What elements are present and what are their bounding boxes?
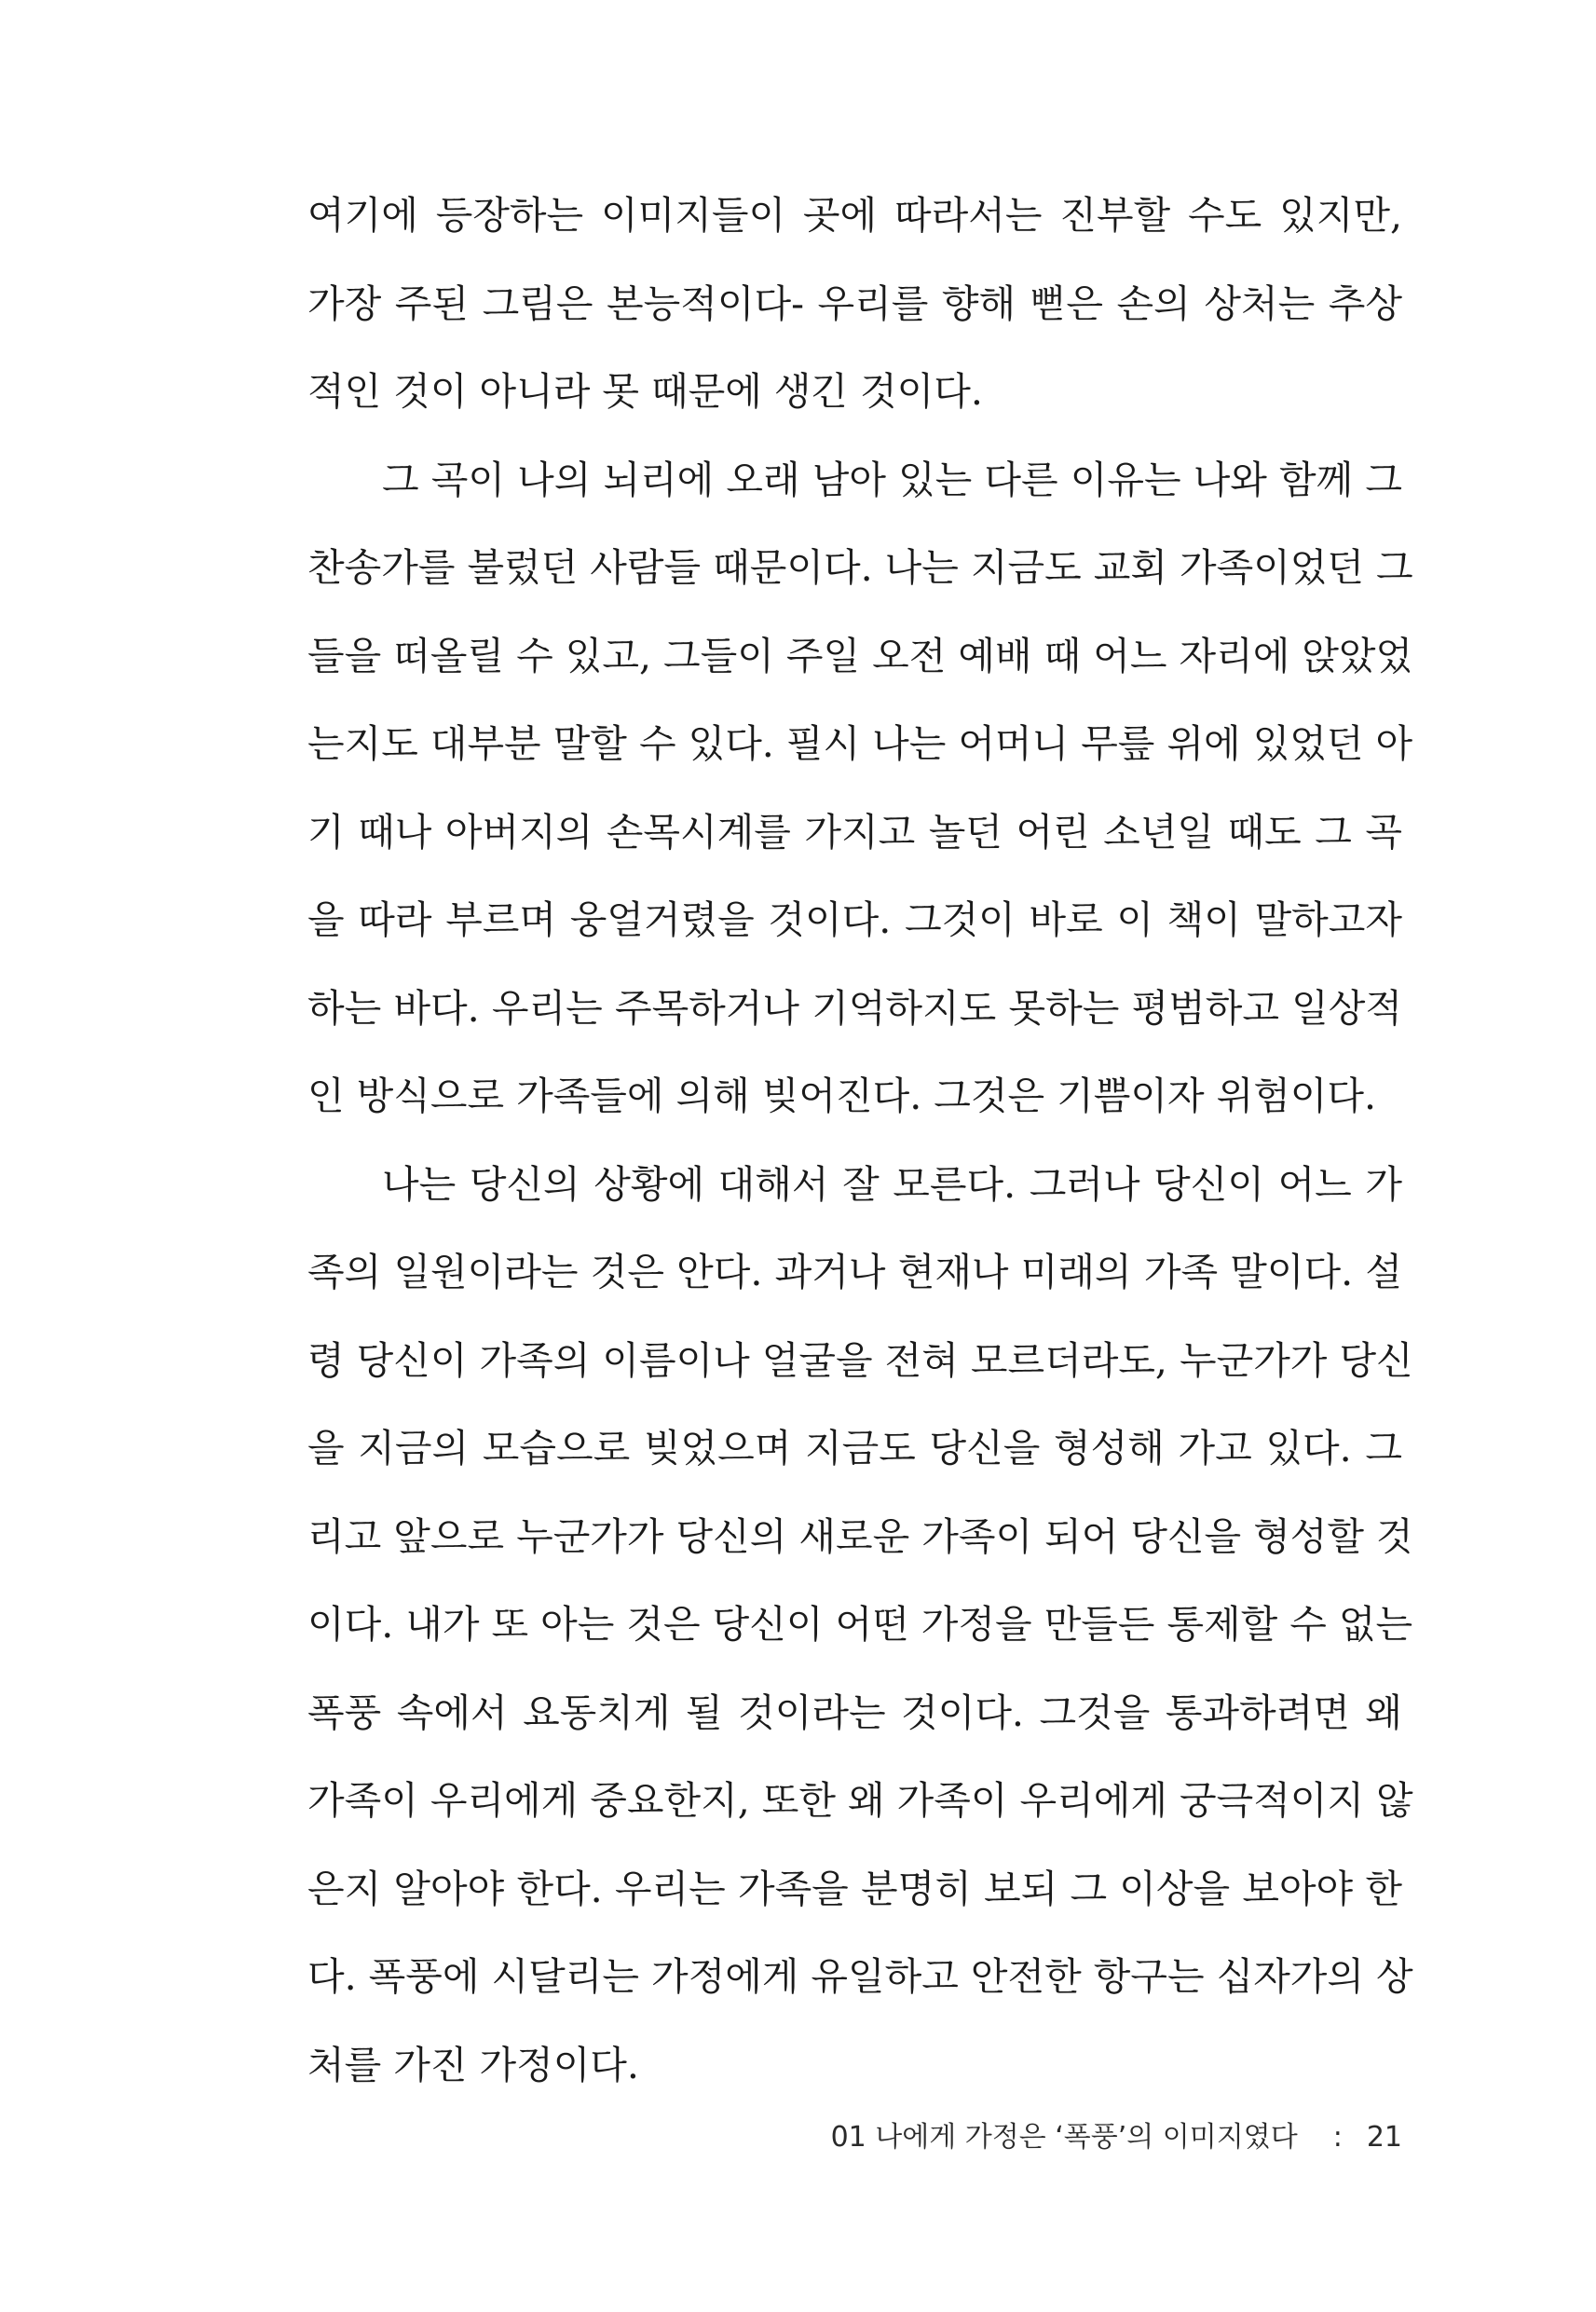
text-line: 들을 떠올릴 수 있고, 그들이 주일 오전 예배 때 어느 자리에 앉았었 <box>307 633 1413 678</box>
text-line: 리고 앞으로 누군가가 당신의 새로운 가족이 되어 당신을 형성할 것 <box>307 1513 1413 1559</box>
text-line: 을 지금의 모습으로 빚었으며 지금도 당신을 형성해 가고 있다. 그 <box>307 1426 1402 1471</box>
page-footer <box>0 2114 1402 2155</box>
text-line: 나는 당신의 상황에 대해서 잘 모른다. 그러나 당신이 어느 가 <box>382 1161 1402 1207</box>
text-line: 인 방식으로 가족들에 의해 빚어진다. 그것은 기쁨이자 위험이다. <box>307 1074 1377 1118</box>
text-line: 이다. 내가 또 아는 것은 당신이 어떤 가정을 만들든 통제할 수 없는 <box>307 1602 1413 1647</box>
text-line: 족의 일원이라는 것은 안다. 과거나 현재나 미래의 가족 말이다. 설 <box>307 1250 1402 1294</box>
text-line: 가장 주된 그림은 본능적이다- 우리를 향해 뻗은 손의 상처는 추상 <box>307 280 1402 326</box>
text-line: 가족이 우리에게 중요한지, 또한 왜 가족이 우리에게 궁극적이지 않 <box>307 1778 1413 1823</box>
text-line: 처를 가진 가정이다. <box>307 2042 639 2087</box>
text-line: 찬송가를 불렀던 사람들 때문이다. 나는 지금도 교회 가족이었던 그 <box>307 545 1413 590</box>
body-text <box>307 183 1413 2120</box>
text-line: 다. 폭풍에 시달리는 가정에게 유일하고 안전한 항구는 십자가의 상 <box>307 1954 1413 1999</box>
text-line: 폭풍 속에서 요동치게 될 것이라는 것이다. 그것을 통과하려면 왜 <box>307 1690 1402 1735</box>
text-line: 하는 바다. 우리는 주목하거나 기억하지도 못하는 평범하고 일상적 <box>307 985 1402 1031</box>
text-line: 는지도 대부분 말할 수 있다. 필시 나는 어머니 무릎 위에 있었던 아 <box>307 721 1413 766</box>
text-line: 을 따라 부르며 웅얼거렸을 것이다. 그것이 바로 이 책이 말하고자 <box>307 897 1402 942</box>
text-line: 여기에 등장하는 이미지들이 곳에 따라서는 진부할 수도 있지만, <box>307 193 1402 238</box>
footer-separator: : <box>1332 2121 1343 2154</box>
text-line: 그 곡이 나의 뇌리에 오래 남아 있는 다른 이유는 나와 함께 그 <box>382 457 1402 502</box>
chapter-title: 01 나에게 가정은 ‘폭풍’의 이미지였다 <box>830 2121 1298 2154</box>
text-line: 령 당신이 가족의 이름이나 얼굴을 전혀 모르더라도, 누군가가 당신 <box>307 1337 1413 1383</box>
text-line: 은지 알아야 한다. 우리는 가족을 분명히 보되 그 이상을 보아야 한 <box>307 1866 1402 1911</box>
text-line: 적인 것이 아니라 못 때문에 생긴 것이다. <box>307 369 983 414</box>
page-number: 21 <box>1366 2121 1402 2154</box>
text-line: 기 때나 아버지의 손목시계를 가지고 놀던 어린 소년일 때도 그 곡 <box>307 809 1402 855</box>
